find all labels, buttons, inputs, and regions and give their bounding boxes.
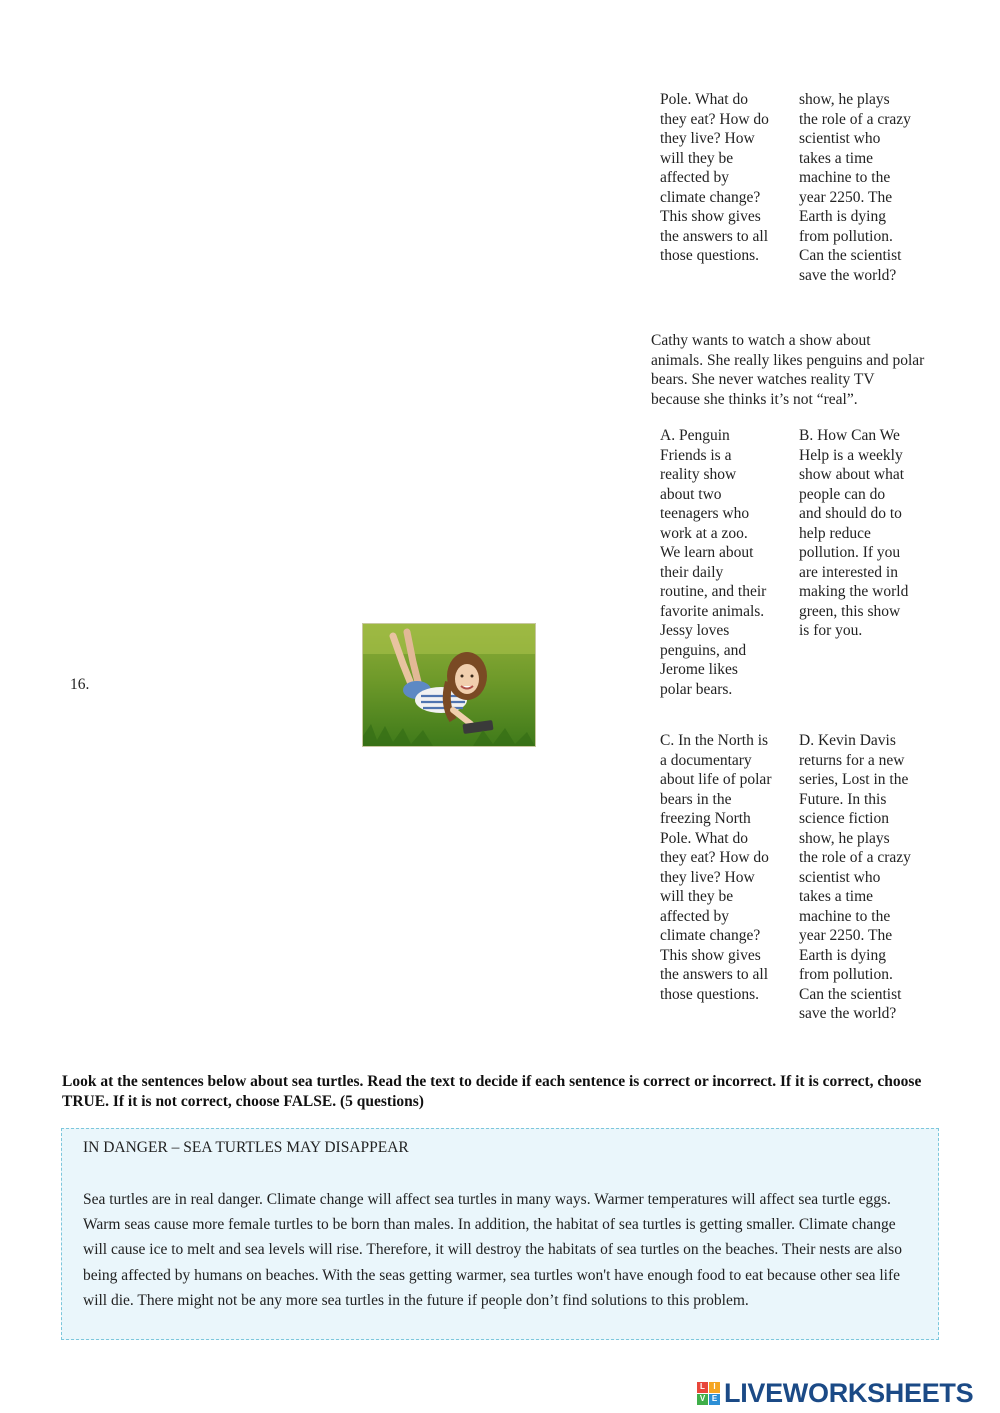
option-d-continuation: show, he plays the role of a crazy scientist who takes a time machine to the year 2250. The Earth is dying from pollution. Can the scientist save the world? — [799, 91, 911, 284]
option-d[interactable]: D. Kevin Davis returns for a new series, Lost in the Future. In this science fiction show, he plays the role of a crazy scientist who takes a time machine to the year 2250. The Earth is dying from pollution. Can the scientist save the world? — [799, 732, 911, 1022]
logo-letter: E — [709, 1394, 720, 1405]
liveworksheets-logo — [697, 1378, 973, 1408]
girl-on-grass-photo — [362, 623, 536, 747]
option-c-continuation: Pole. What do they eat? How do they live? How will they be affected by climate change? This show gives the answers to all those questions. — [660, 91, 769, 264]
logo-letter: L — [697, 1382, 708, 1393]
reading-body: Sea turtles are in real danger. Climate change will affect sea turtles in many ways. Warmer temperatures will affect sea turtle eggs. Warm seas cause more female turtles to be born than males. In addition, the habitat of sea turtles is getting smaller. Climate change will cause ice to melt and sea levels will rise. Therefore, it will destroy the habitats of sea turtles on the beaches. Their nests are also being affected by humans on beaches. With the seas getting warmer, sea turtles won't have enough food to eat because other sea life will die. There might not be any more sea turtles in the future if people don’t find solutions to this problem. — [83, 1191, 902, 1309]
logo-letter: I — [709, 1382, 720, 1393]
section-instructions: Look at the sentences below about sea turtles. Read the text to decide if each sentence is correct or incorrect. If it is correct, choose TRUE. If it is not correct, choose FALSE. (5 questions) — [62, 1073, 922, 1110]
logo-mark-icon — [697, 1382, 720, 1405]
logo-text: LIVEWORKSHEETS — [724, 1377, 974, 1408]
option-c[interactable]: C. In the North is a documentary about life of polar bears in the freezing North Pole. What do they eat? How do they live? How will they be affected by climate change? This show gives the answers to all those questions. — [660, 732, 772, 1003]
reading-passage-box — [61, 1128, 939, 1340]
question-number: 16. — [70, 676, 90, 693]
question-16-prompt: Cathy wants to watch a show about animals. She really likes penguins and polar bears. She never watches reality TV because she thinks it’s not “real”. — [651, 332, 925, 408]
option-a[interactable]: A. Penguin Friends is a reality show about two teenagers who work at a zoo. We learn about their daily routine, and their favorite animals. Jessy loves penguins, and Jerome likes polar bears. — [660, 427, 767, 698]
logo-letter: V — [697, 1394, 708, 1405]
reading-title: IN DANGER – SEA TURTLES MAY DISAPPEAR — [83, 1139, 409, 1156]
option-b[interactable]: B. How Can We Help is a weekly show about what people can do and should do to help reduce pollution. If you are interested in making the world green, this show is for you. — [799, 427, 909, 639]
